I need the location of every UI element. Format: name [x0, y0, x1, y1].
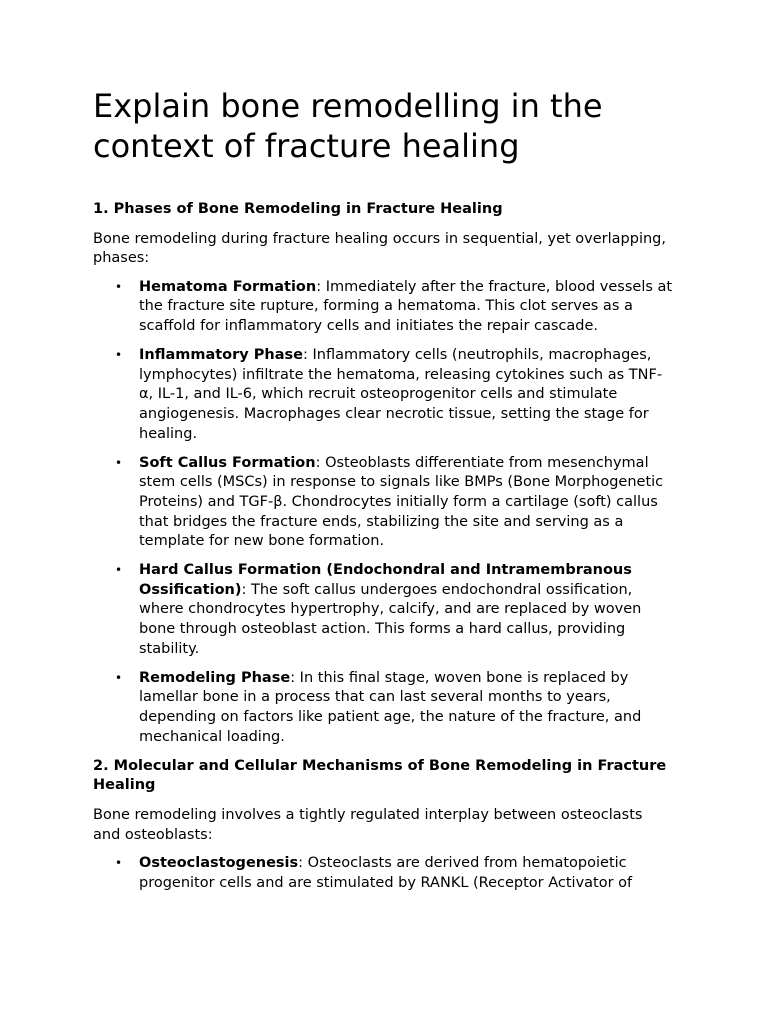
list-item	[93, 669, 673, 747]
list-item-term: Remodeling Phase	[139, 669, 291, 686]
mechanisms-list	[93, 854, 673, 893]
section-heading-phases: 1. Phases of Bone Remodeling in Fracture Healing	[93, 201, 503, 217]
phases-list	[93, 278, 673, 747]
list-item-term: Osteoclastogenesis	[139, 855, 299, 872]
bullet-icon: •	[115, 348, 123, 363]
bullet-icon: •	[115, 563, 123, 578]
list-item-text: : Immediately after the fracture, blood vessels at the fracture site rupture, forming a hematoma. This clot serves as a scaffold for inflammatory cells and initiates the repair cascade.	[139, 278, 673, 334]
list-item	[93, 346, 673, 444]
list-item	[93, 561, 673, 659]
list-item-term: Hard Callus Formation (Endochondral and Intramembranous Ossification)	[139, 562, 632, 598]
section-intro-phases: Bone remodeling during fracture healing occurs in sequential, yet overlapping, phases:	[93, 230, 666, 267]
list-item-text: : In this final stage, woven bone is replaced by lamellar bone in a process that can last several months to years, depending on factors like patient age, the nature of the fracture, and mechanical loading.	[139, 669, 642, 745]
bullet-icon: •	[115, 279, 123, 294]
document-page	[93, 86, 673, 903]
bullet-icon: •	[115, 670, 123, 685]
list-item-term: Hematoma Formation	[139, 278, 317, 295]
list-item	[93, 454, 673, 552]
list-item	[93, 854, 673, 893]
document-title: Explain bone remodelling in the context of fracture healing	[93, 87, 603, 165]
section-heading-mechanisms: 2. Molecular and Cellular Mechanisms of Bone Remodeling in Fracture Healing	[93, 757, 667, 794]
list-item-text: : Osteoblasts differentiate from mesenchymal stem cells (MSCs) in response to signals like BMPs (Bone Morphogenetic Proteins) and TGF-β. Chondrocytes initially form a cartilage (soft) callus that bridges the fracture ends, stabilizing the site and serving as a template for new bone formation.	[139, 454, 664, 550]
list-item-term: Inflammatory Phase	[139, 347, 303, 364]
list-item	[93, 278, 673, 337]
list-item-text: : The soft callus undergoes endochondral ossification, where chondrocytes hypertrophy, calcify, and are replaced by woven bone through osteoblast action. This forms a hard callus, providing stability.	[139, 581, 642, 657]
bullet-icon: •	[115, 455, 123, 470]
list-item-text: : Inflammatory cells (neutrophils, macrophages, lymphocytes) infiltrate the hematoma, releasing cytokines such as TNF-α, IL-1, and IL-6, which recruit osteoprogenitor cells and stimulate angiogenesis. Macrophages clear necrotic tissue, setting the stage for healing.	[139, 347, 663, 442]
list-item-text: : Osteoclasts are derived from hematopoietic progenitor cells and are stimulated by RANKL (Receptor Activator of	[139, 855, 633, 891]
list-item-term: Soft Callus Formation	[139, 454, 316, 471]
bullet-icon: •	[115, 856, 123, 871]
section-intro-mechanisms: Bone remodeling involves a tightly regulated interplay between osteoclasts and osteoblasts:	[93, 807, 643, 843]
